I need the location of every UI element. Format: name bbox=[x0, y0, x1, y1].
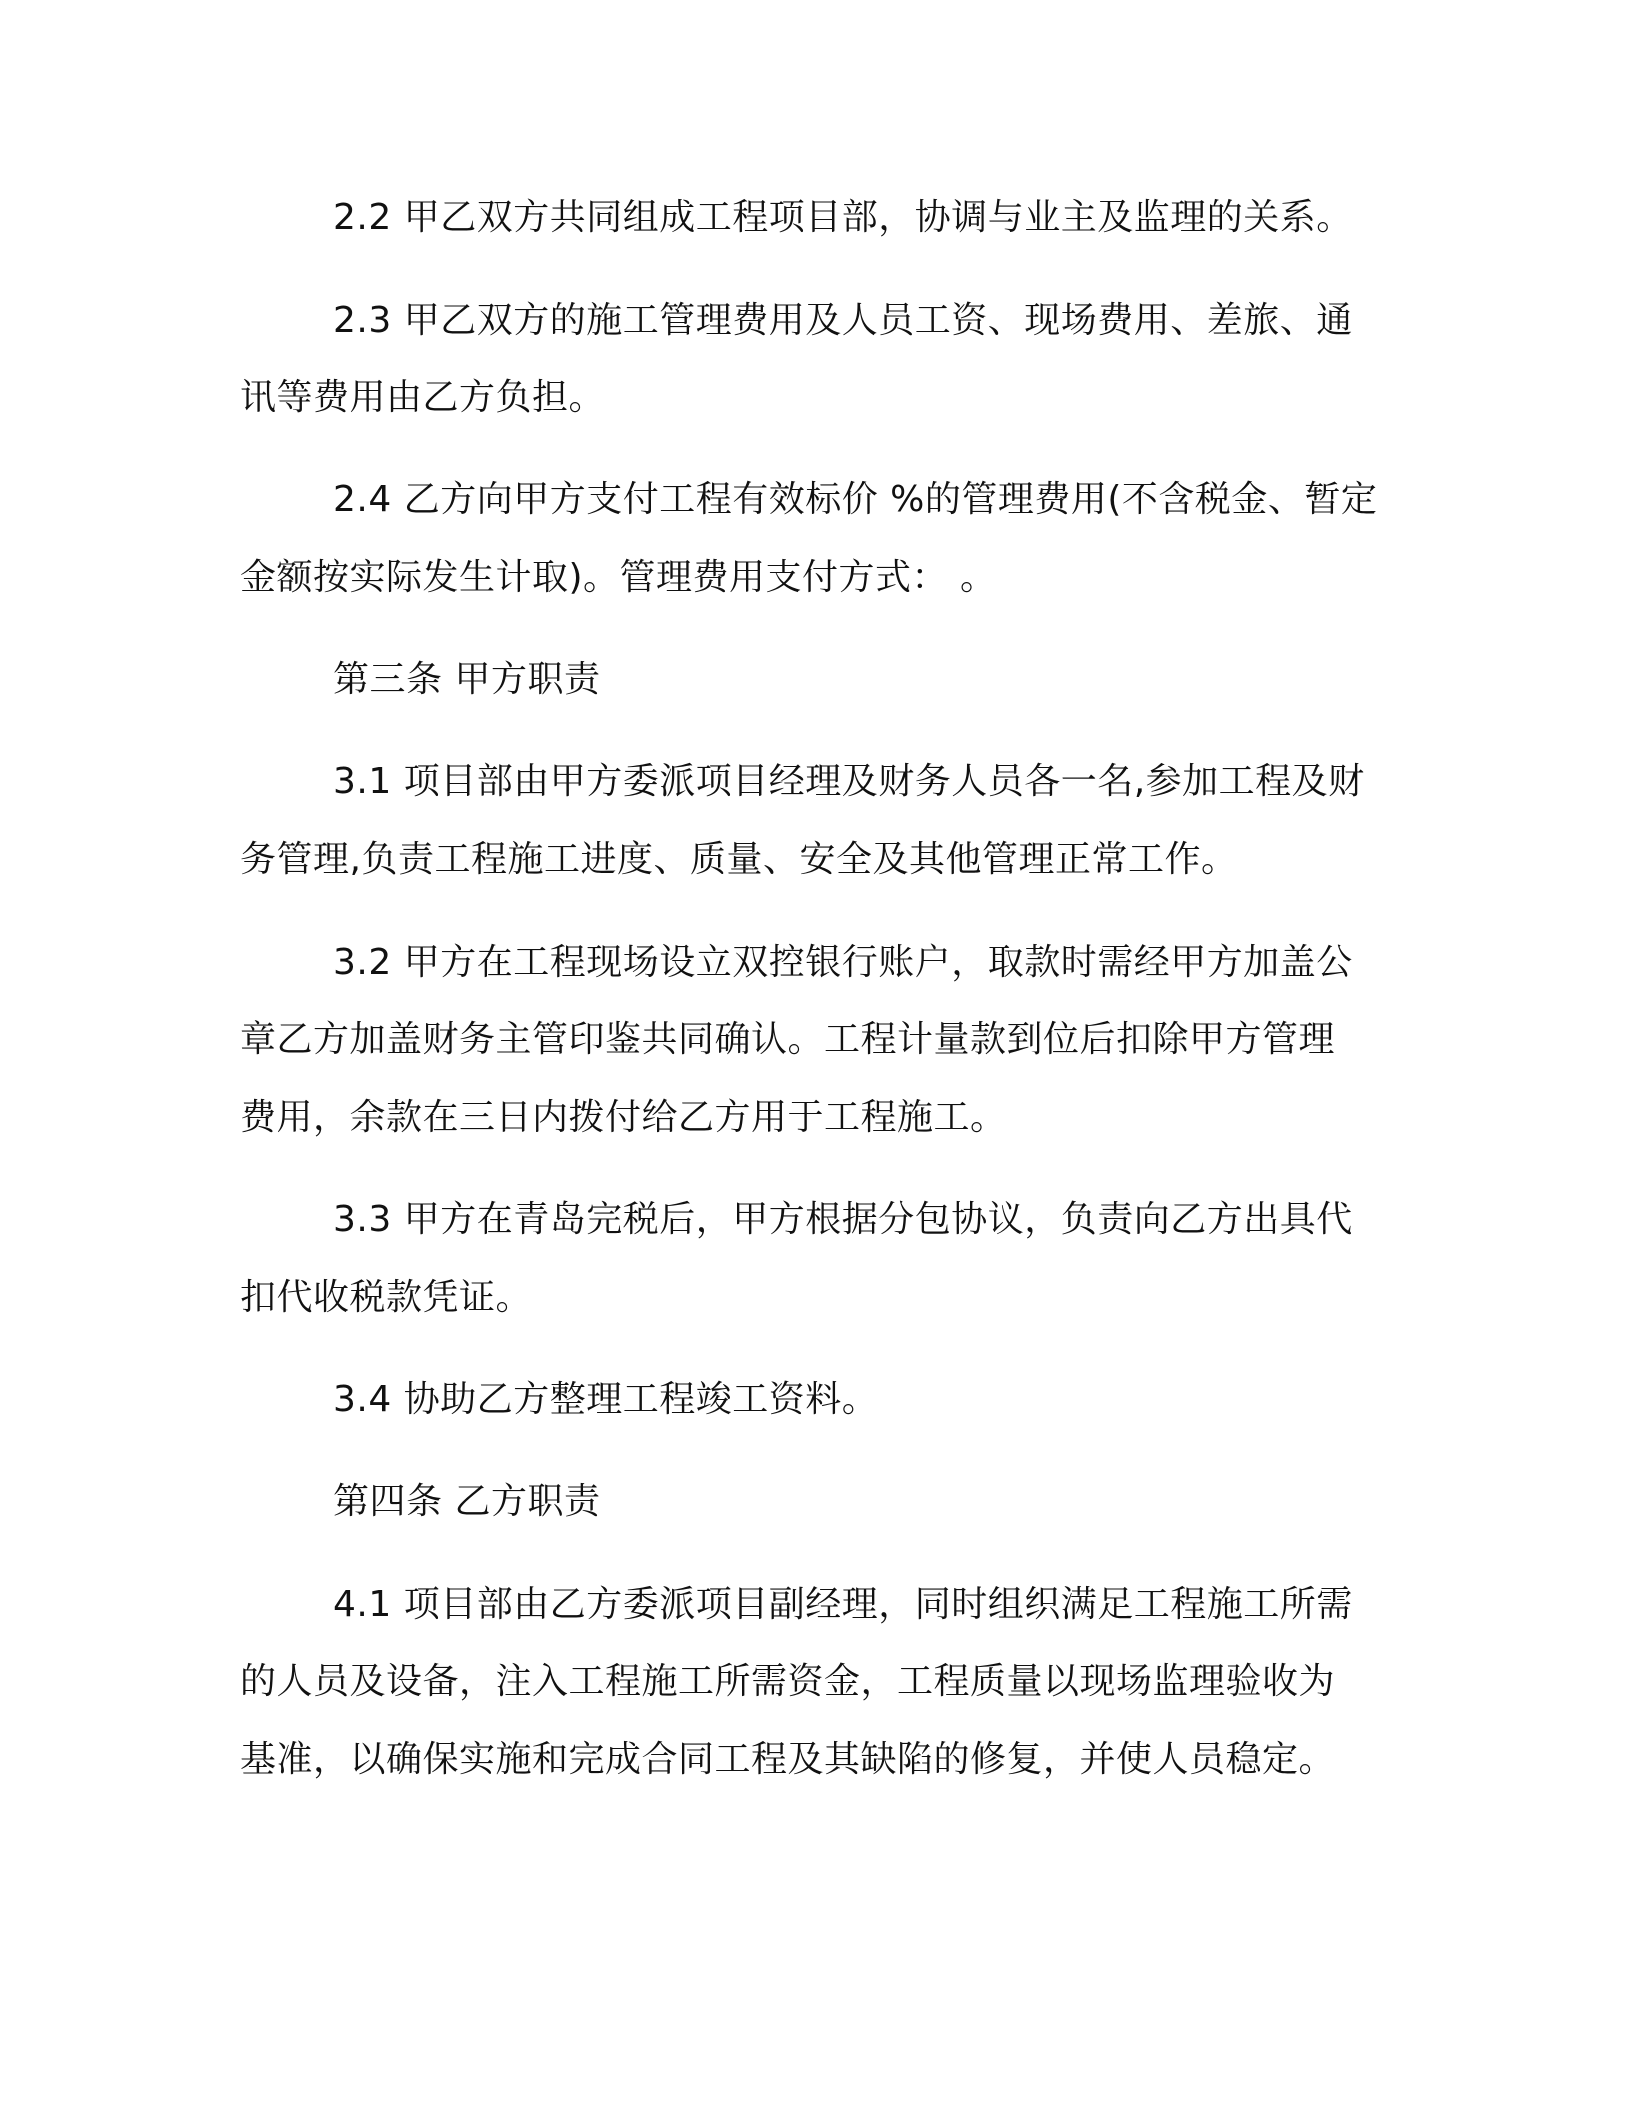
clause-3-3-line-2: 扣代收税款凭证。 bbox=[240, 1277, 533, 1318]
clause-2-3-line-2: 讯等费用由乙方负担。 bbox=[240, 377, 606, 418]
clause-3-1-line-1: 3.1 项目部由甲方委派项目经理及财务人员各一名,参加工程及财 bbox=[333, 761, 1365, 802]
clause-2-4-line-2: 金额按实际发生计取)。管理费用支付方式： 。 bbox=[240, 557, 997, 598]
clause-2-4-line-1: 2.4 乙方向甲方支付工程有效标价 %的管理费用(不含税金、暂定 bbox=[333, 479, 1378, 520]
clause-4-1-line-3: 基准，以确保实施和完成合同工程及其缺陷的修复，并使人员稳定。 bbox=[240, 1739, 1336, 1780]
clause-3-2-line-3: 费用，余款在三日内拨付给乙方用于工程施工。 bbox=[240, 1097, 1007, 1138]
clause-3-2-line-2: 章乙方加盖财务主管印鉴共同确认。工程计量款到位后扣除甲方管理 bbox=[240, 1019, 1336, 1060]
clause-2-2: 2.2 甲乙双方共同组成工程项目部，协调与业主及监理的关系。 bbox=[333, 197, 1353, 238]
article-3-heading: 第三条 甲方职责 bbox=[333, 659, 601, 700]
clause-3-3-line-1: 3.3 甲方在青岛完税后，甲方根据分包协议，负责向乙方出具代 bbox=[333, 1199, 1353, 1240]
clause-3-4: 3.4 协助乙方整理工程竣工资料。 bbox=[333, 1379, 879, 1420]
clause-4-1-line-1: 4.1 项目部由乙方委派项目副经理，同时组织满足工程施工所需 bbox=[333, 1584, 1353, 1625]
clause-2-3-line-1: 2.3 甲乙双方的施工管理费用及人员工资、现场费用、差旅、通 bbox=[333, 300, 1353, 341]
article-4-heading: 第四条 乙方职责 bbox=[333, 1481, 601, 1522]
clause-3-2-line-1: 3.2 甲方在工程现场设立双控银行账户，取款时需经甲方加盖公 bbox=[333, 942, 1353, 983]
clause-4-1-line-2: 的人员及设备，注入工程施工所需资金，工程质量以现场监理验收为 bbox=[240, 1661, 1336, 1702]
clause-3-1-line-2: 务管理,负责工程施工进度、质量、安全及其他管理正常工作。 bbox=[240, 839, 1238, 880]
